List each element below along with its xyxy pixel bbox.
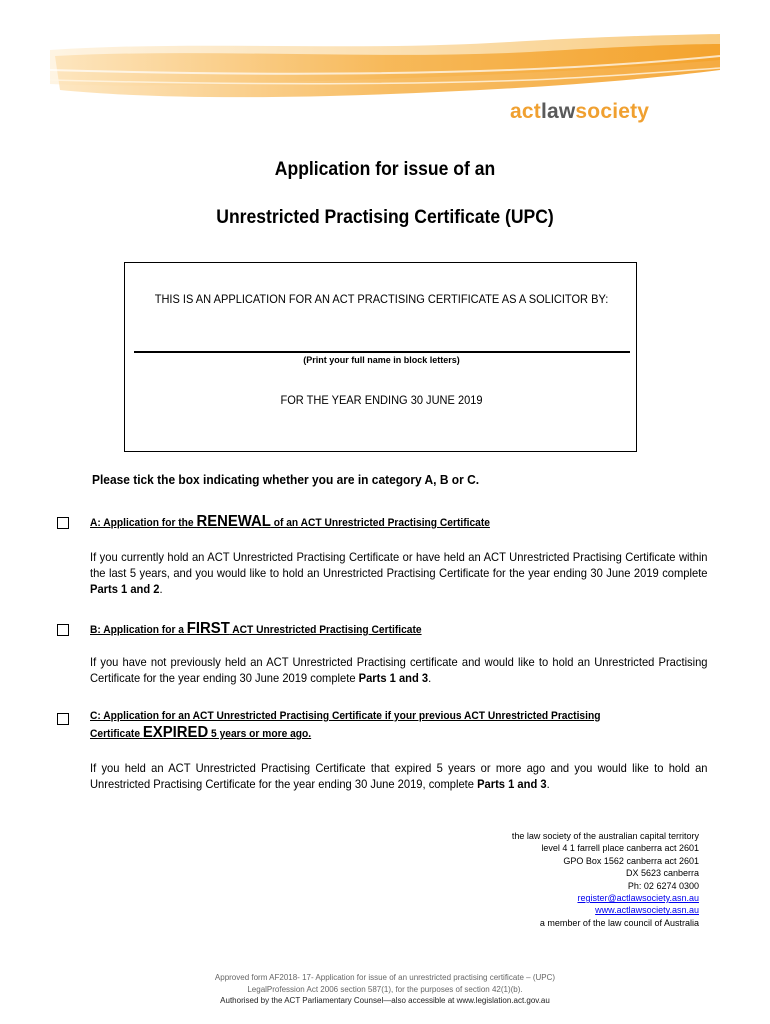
category-c-end: . bbox=[546, 777, 550, 791]
category-c-heading-line1: C: Application for an ACT Unrestricted Practising Certificate if your previous ACT Unrestricted Practising bbox=[90, 710, 601, 722]
applicant-intro: THIS IS AN APPLICATION FOR AN ACT PRACTISING CERTIFICATE AS A SOLICITOR BY: bbox=[154, 292, 609, 306]
year-ending-text: FOR THE YEAR ENDING 30 JUNE 2019 bbox=[280, 393, 483, 407]
category-b-text bbox=[90, 654, 708, 686]
category-b-checkbox[interactable] bbox=[57, 624, 69, 636]
category-c-text bbox=[90, 760, 708, 792]
category-a-heading bbox=[90, 513, 490, 531]
category-c-checkbox[interactable] bbox=[57, 713, 69, 725]
footer-line3: Authorised by the ACT Parliamentary Counsel—also accessible at www.legislation.act.gov.au bbox=[220, 996, 550, 1005]
category-c-heading-line2 bbox=[90, 724, 311, 742]
address-phone: Ph: 02 6274 0300 bbox=[627, 880, 699, 891]
logo-society: society bbox=[575, 100, 650, 123]
category-a-checkbox[interactable] bbox=[57, 517, 69, 529]
category-a-text bbox=[90, 549, 708, 597]
header-banner-swoosh bbox=[50, 30, 720, 102]
category-a-parts: Parts 1 and 2 bbox=[90, 582, 160, 596]
address-gpo: GPO Box 1562 canberra act 2601 bbox=[563, 855, 699, 866]
footer-line1: Approved form AF2018- 17- Application for issue of an unrestricted practising certificate – (UPC) bbox=[214, 973, 556, 982]
category-b-end: . bbox=[428, 671, 432, 685]
category-a-heading-big: RENEWAL bbox=[196, 513, 271, 530]
category-a-body: If you currently hold an ACT Unrestricted Practising Certificate or have held an ACT Unrestricted Practising Certificate within the last 5 years, and you would like to hold an Unrestricted Practising Certificate for the year ending 30 June 2019 complete bbox=[90, 550, 708, 580]
category-c-heading-post: 5 years or more ago. bbox=[208, 728, 312, 740]
full-name-note: (Print your full name in block letters) bbox=[303, 355, 460, 365]
category-c-heading-pre: Certificate bbox=[90, 728, 143, 740]
society-address-block bbox=[430, 830, 699, 929]
category-c-body: If you held an ACT Unrestricted Practising Certificate that expired 5 years or more ago and you would like to hold an Unrestricted Practising Certificate for the year ending 30 June 2019, complete bbox=[90, 761, 708, 791]
category-c-parts: Parts 1 and 3 bbox=[477, 777, 547, 791]
applicant-box bbox=[124, 262, 637, 452]
category-b-heading-post: ACT Unrestricted Practising Certificate bbox=[229, 624, 422, 636]
full-name-field[interactable] bbox=[134, 351, 630, 353]
logo-act: act bbox=[510, 100, 541, 123]
category-a-heading-pre: A: Application for the bbox=[90, 517, 197, 529]
address-member: a member of the law council of Australia bbox=[539, 917, 699, 928]
category-b-heading bbox=[90, 620, 422, 638]
category-b-heading-pre: B: Application for a bbox=[90, 624, 187, 636]
page-title-line2: Unrestricted Practising Certificate (UPC) bbox=[216, 206, 554, 228]
logo-law: law bbox=[540, 100, 576, 123]
category-a-end: . bbox=[159, 582, 163, 596]
footer-line2: LegalProfession Act 2006 section 587(1), for the purposes of section 42(1)(b). bbox=[247, 984, 523, 994]
category-b-body: If you have not previously held an ACT Unrestricted Practising certificate and would like to hold an Unrestricted Practising Certificate for the year ending 30 June 2019 complete bbox=[90, 655, 708, 685]
category-c-heading-big: EXPIRED bbox=[142, 724, 209, 741]
category-a-heading-post: of an ACT Unrestricted Practising Certificate bbox=[270, 517, 490, 529]
address-dx: DX 5623 canberra bbox=[625, 868, 699, 879]
category-b-heading-big: FIRST bbox=[186, 620, 230, 637]
category-b-parts: Parts 1 and 3 bbox=[358, 671, 429, 685]
address-street: level 4 1 farrell place canberra act 2601 bbox=[541, 843, 699, 854]
website-link[interactable]: www.actlawsociety.asn.au bbox=[595, 905, 699, 916]
actlawsociety-logo bbox=[510, 100, 649, 124]
email-link[interactable]: register@actlawsociety.asn.au bbox=[577, 893, 699, 904]
category-instruction: Please tick the box indicating whether you are in category A, B or C. bbox=[92, 472, 480, 487]
address-org: the law society of the australian capital territory bbox=[511, 831, 699, 841]
page-title-line1: Application for issue of an bbox=[274, 158, 496, 180]
form-footer bbox=[0, 972, 770, 1007]
